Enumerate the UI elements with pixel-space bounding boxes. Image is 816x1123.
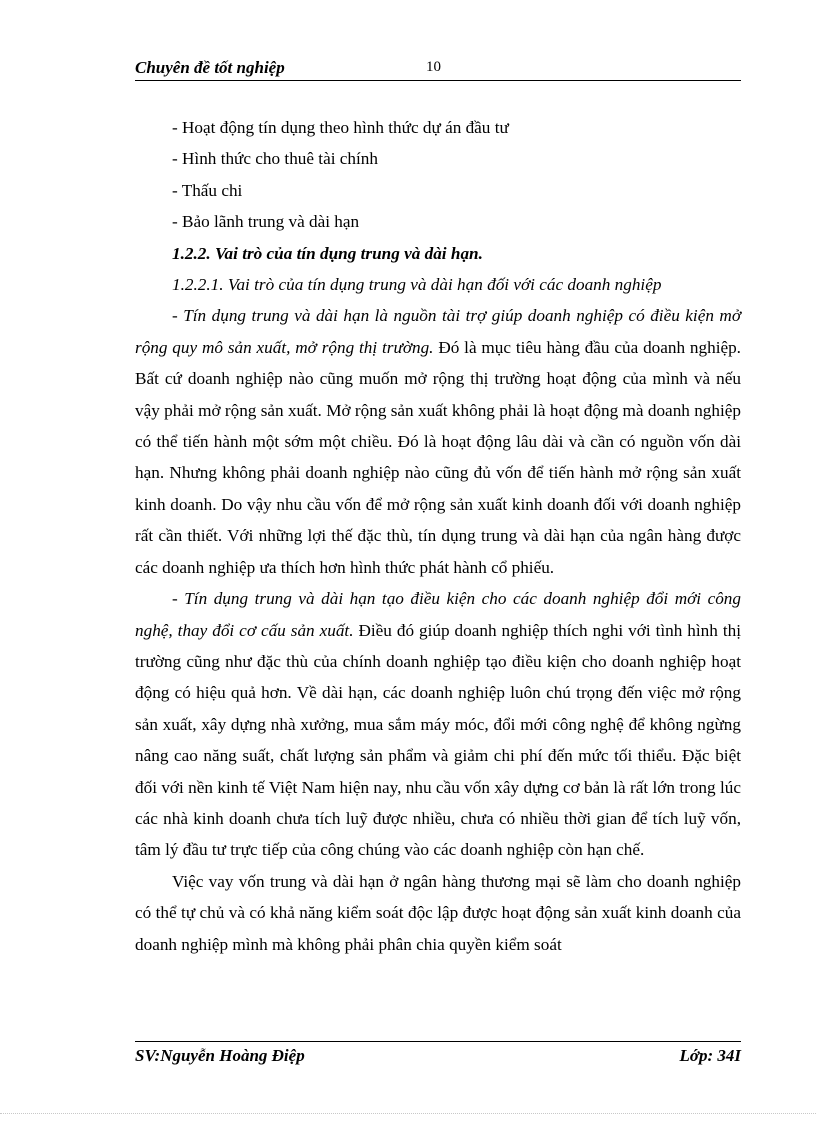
paragraph-2: [135, 583, 741, 866]
page-number: 10: [426, 59, 441, 75]
bullet-item: - Thấu chi: [172, 180, 243, 200]
subsection-heading: 1.2.2.1. Vai trò của tín dụng trung và dài hạn đối với các doanh nghiệp: [172, 275, 662, 295]
page-edge-divider: [0, 1113, 816, 1114]
paragraph-2-lead: - Tín dụng trung và dài hạn tạo điều kiện cho các doanh nghiệp đổi mới công nghệ, thay đổi cơ cấu sản xuất.: [135, 589, 741, 640]
bullet-item: - Hình thức cho thuê tài chính: [172, 149, 378, 169]
page-header: [135, 58, 741, 81]
page-footer: [135, 1041, 741, 1070]
section-heading: 1.2.2. Vai trò của tín dụng trung và dài hạn.: [172, 243, 483, 263]
paragraph-3: Việc vay vốn trung và dài hạn ở ngân hàng thương mại sẽ làm cho doanh nghiệp có thể tự chủ và có khả năng kiểm soát độc lập được hoạt động sản xuất kinh doanh của doanh nghiệp mình mà không phải phân chia quyền kiểm soát: [135, 871, 741, 954]
document-body: [135, 112, 741, 960]
paragraph-1-lead: - Tín dụng trung và dài hạn là nguồn tài trợ giúp doanh nghiệp có điều kiện mở rộng quy mô sản xuất, mở rộng thị trường.: [135, 306, 741, 357]
paragraph-1-body: Đó là mục tiêu hàng đầu của doanh nghiệp. Bất cứ doanh nghiệp nào cũng muốn mở rộng thị trường hoạt động của mình và nếu vậy phải mở rộng sản xuất. Mở rộng sản xuất không phải là hoạt động mà doanh nghiệp có thể tiến hành một sớm một chiều. Đó là hoạt động lâu dài và cần có nguồn vốn dài hạn. Nhưng không phải doanh nghiệp nào cũng đủ vốn để tiến hành mở rộng sản xuất kinh doanh. Do vậy nhu cầu vốn để mở rộng sản xuất kinh doanh đối với doanh nghiệp rất cần thiết. Với những lợi thế đặc thù, tín dụng trung và dài hạn của ngân hàng được các doanh nghiệp ưa thích hơn hình thức phát hành cổ phiếu.: [135, 337, 741, 577]
paragraph-2-body: Điều đó giúp doanh nghiệp thích nghi với tình hình thị trường cũng như đặc thù của chính doanh nghiệp tạo điều kiện cho doanh nghiệp hoạt động có hiệu quả hơn. Về dài hạn, các doanh nghiệp luôn chú trọng đến việc mở rộng sản xuất, xây dựng nhà xưởng, mua sắm máy móc, đổi mới công nghệ để không ngừng nâng cao năng suất, chất lượng sản phẩm và giảm chi phí đến mức tối thiểu. Đặc biệt đối với nền kinh tế Việt Nam hiện nay, nhu cầu vốn xây dựng cơ bản là rất lớn trong lúc các nhà kinh doanh chưa tích luỹ được nhiều, chưa có nhiều thời gian để tích luỹ vốn, tâm lý đầu tư trực tiếp của công chúng vào các doanh nghiệp còn hạn chế.: [135, 620, 741, 860]
footer-author: SV:Nguyễn Hoàng Điệp: [135, 1046, 305, 1065]
paragraph-1: [135, 300, 741, 583]
header-title: Chuyên đề tốt nghiệp: [135, 58, 285, 77]
bullet-item: - Hoạt động tín dụng theo hình thức dự án đầu tư: [172, 118, 509, 137]
footer-class: Lớp: 34I: [679, 1046, 741, 1065]
bullet-item: - Bảo lãnh trung và dài hạn: [172, 212, 360, 232]
